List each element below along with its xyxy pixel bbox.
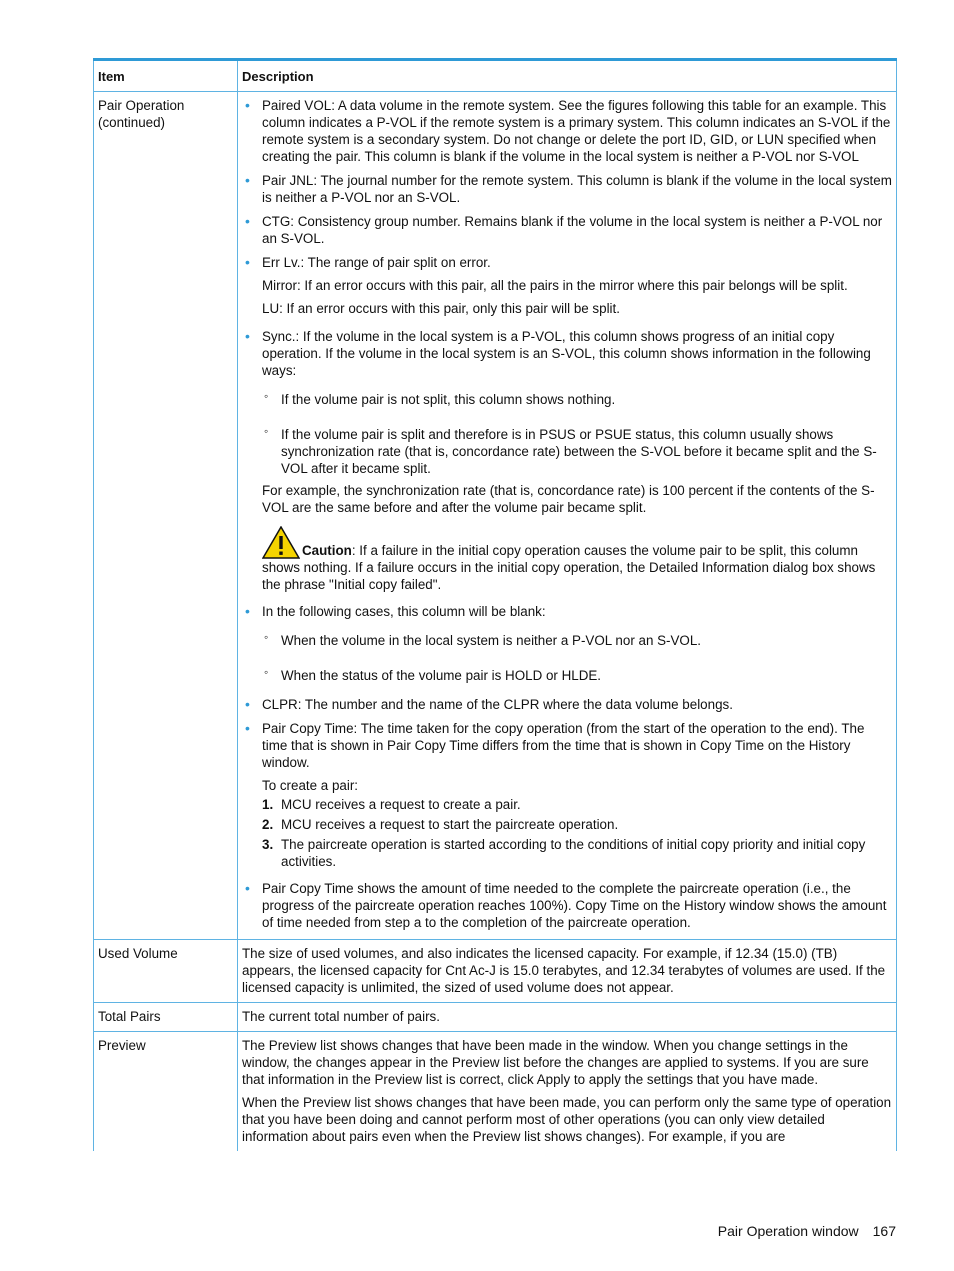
bullet-clpr	[242, 696, 892, 713]
description-table	[93, 58, 897, 1151]
paired-vol-text: Paired VOL: A data volume in the remote system. See the figures following this table for an example. This column indicates a P-VOL if the remote system is a primary system. This column indicates an S-VOL if the remote system is a secondary system. Do not change or delete the port ID, GID, or LUN specified when creating the pair. This column is blank if the volume in the local system is neither a P-VOL nor S-VOL	[262, 98, 891, 164]
copy-time-amount-text: Pair Copy Time shows the amount of time needed to the complete the paircreate operation (i.e., the progress of the paircreate operation reaches 100%). Copy Time on the History window shows the amount of time needed from step a to the completion of the paircreate operation.	[262, 881, 887, 930]
pair-jnl-text: Pair JNL: The journal number for the remote system. This column is blank if the volume in the local system is neither a P-VOL nor an S-VOL.	[262, 173, 892, 205]
table-row-total-pairs	[93, 1003, 897, 1032]
header-item: Item	[93, 61, 238, 91]
bullet-pair-jnl	[242, 172, 892, 206]
step-text: The paircreate operation is started according to the conditions of initial copy priority and initial copy activities.	[281, 837, 866, 869]
caution-label: Caution	[302, 543, 352, 558]
bullet-paired-vol	[242, 97, 892, 165]
footer-title: Pair Operation window	[717, 1223, 859, 1239]
step-number: 1.	[262, 797, 274, 812]
header-description: Description	[238, 61, 897, 91]
preview-paragraph-2: When the Preview list shows changes that have been made, you can perform only the same type of operation that you have been doing and cannot perform most of other operations (you can only view detailed information about pairs even when the Preview list shows changes). For example, if you are	[242, 1095, 892, 1144]
table-header-row	[93, 61, 897, 92]
sync-sublist	[262, 391, 892, 477]
blank-sub-text-2: When the status of the volume pair is HOLD or HLDE.	[281, 668, 602, 683]
step-item	[262, 796, 892, 813]
desc-preview	[238, 1032, 897, 1151]
sync-sub-text-2: If the volume pair is split and therefore is in PSUS or PSUE status, this column usually shows synchronization rate (that is, concordance rate) between the S-VOL before it became split and the S-VOL after it became split.	[281, 427, 877, 476]
err-lv-mirror: Mirror: If an error occurs with this pair, all the pairs in the mirror where this pair belongs will be split.	[262, 278, 848, 293]
bullet-pair-copy-time	[242, 720, 892, 870]
desc-pair-operation	[238, 92, 897, 939]
step-text: MCU receives a request to create a pair.	[281, 797, 521, 812]
blank-sub-text-1: When the volume in the local system is neither a P-VOL nor an S-VOL.	[281, 633, 702, 648]
bullet-blank-cases	[242, 603, 892, 684]
err-lv-lu: LU: If an error occurs with this pair, only this pair will be split.	[262, 301, 620, 316]
sync-text: Sync.: If the volume in the local system is a P-VOL, this column shows progress of an initial copy operation. If the volume in the local system is an S-VOL, this column shows information in the following ways:	[262, 329, 871, 378]
item-pair-operation: Pair Operation (continued)	[93, 92, 238, 939]
err-lv-text: • Err Lv.: The range of pair split on error.	[262, 255, 491, 270]
table-row-preview	[93, 1032, 897, 1151]
desc-total-pairs: The current total number of pairs.	[238, 1003, 897, 1031]
blank-cases-text: In the following cases, this column will be blank:	[262, 604, 546, 619]
create-pair-steps	[262, 796, 892, 870]
preview-paragraph-1: The Preview list shows changes that have been made in the window. When you change settings in the window, the changes appear in the Preview list before the changes are applied to systems. If you are sure that information in the Preview list is correct, click Apply to apply the settings that you have made.	[242, 1038, 869, 1087]
step-item	[262, 816, 892, 833]
bullet-copy-time-amount	[242, 880, 892, 931]
blank-sub-item-2	[262, 667, 892, 684]
blank-cases-sublist	[262, 632, 892, 684]
caution-note	[262, 526, 892, 593]
pair-operation-bullets	[242, 97, 892, 931]
table-row-used-volume	[93, 940, 897, 1003]
step-number: 3.	[262, 837, 274, 852]
step-number: 2.	[262, 817, 274, 832]
warning-icon	[262, 526, 300, 559]
sync-sub-item-1	[262, 391, 892, 408]
page-number: 167	[872, 1223, 896, 1239]
item-total-pairs: Total Pairs	[93, 1003, 238, 1031]
pair-copy-time-text: • Pair Copy Time: The time taken for the copy operation (from the start of the operation to the end). The time that is shown in Pair Copy Time differs from the time that is shown in Copy Time on the History window.	[262, 721, 865, 770]
create-pair-intro: To create a pair:	[262, 778, 359, 793]
desc-used-volume: The size of used volumes, and also indicates the licensed capacity. For example, if 12.34 (15.0) (TB) appears, the licensed capacity for Cnt Ac-J is 15.0 terabytes, and 12.34 terabytes of volumes are used. If the licensed capacity is unlimited, the sized of used volume does not appear.	[238, 940, 897, 1002]
clpr-text: CLPR: The number and the name of the CLPR where the data volume belongs.	[262, 697, 733, 712]
blank-sub-item-1	[262, 632, 892, 649]
bullet-ctg	[242, 213, 892, 247]
sync-example: For example, the synchronization rate (that is, concordance rate) is 100 percent if the contents of the S-VOL are the same before and after the volume pair became split.	[262, 483, 875, 515]
ctg-text: CTG: Consistency group number. Remains blank if the volume in the local system is neither a P-VOL nor an S-VOL.	[262, 214, 883, 246]
page-footer	[718, 1223, 896, 1240]
item-preview: Preview	[93, 1032, 238, 1151]
item-used-volume: Used Volume	[93, 940, 238, 1002]
bullet-err-lv	[242, 254, 892, 317]
bullet-sync	[242, 328, 892, 593]
caution-text: : If a failure in the initial copy operation causes the volume pair to be split, this column shows nothing. If a failure occurs in the initial copy operation, the Detailed Information dialog box shows the phrase "Initial copy failed".	[262, 543, 876, 592]
sync-sub-item-2	[262, 426, 892, 477]
sync-sub-text-1: If the volume pair is not split, this column shows nothing.	[281, 392, 616, 407]
step-item	[262, 836, 892, 870]
table-row-pair-operation	[93, 92, 897, 940]
step-text: MCU receives a request to start the paircreate operation.	[281, 817, 619, 832]
